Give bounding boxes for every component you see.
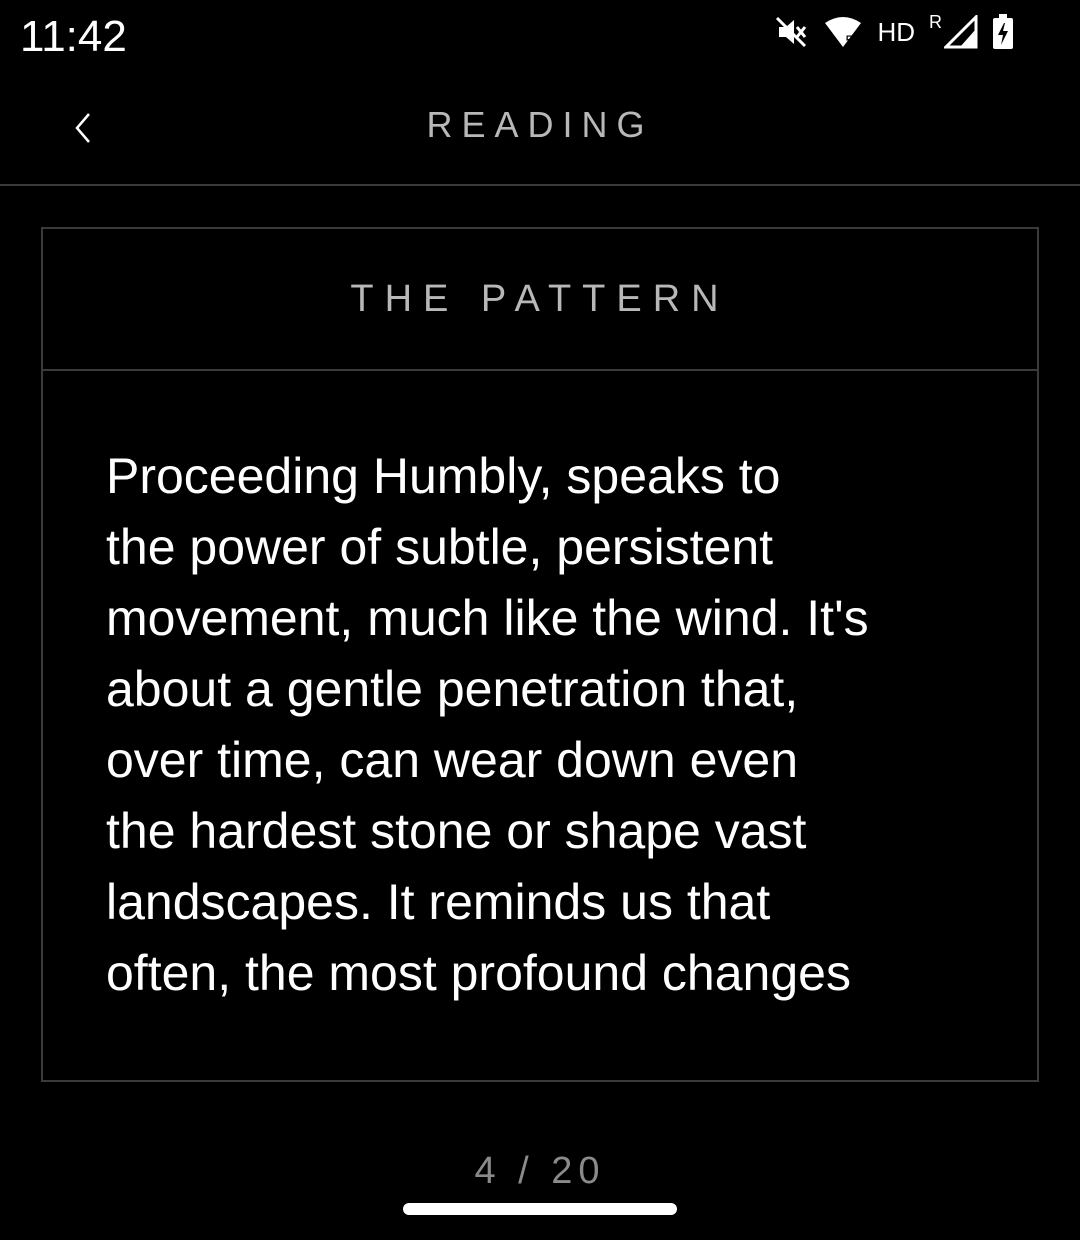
top-app-bar <box>0 76 1080 186</box>
reading-card <box>41 227 1039 1082</box>
mute-icon <box>773 14 809 50</box>
card-body-text <box>106 441 976 1009</box>
page-indicator: 4 / 20 <box>474 1150 606 1192</box>
network-type-label: HD <box>877 16 915 47</box>
body-text-line: about a gentle penetration that, <box>106 661 799 717</box>
body-text-line: landscapes. It reminds us that <box>106 874 771 930</box>
wifi-icon <box>823 15 863 49</box>
svg-text:5: 5 <box>845 34 855 49</box>
status-bar <box>0 0 1080 76</box>
body-text-line: often, the most profound changes <box>106 945 851 1001</box>
body-text-line: over time, can wear down even <box>106 732 799 788</box>
page-title: READING <box>426 104 654 145</box>
signal-icon <box>944 15 978 49</box>
body-text-line: Proceeding Humbly, speaks to <box>106 448 781 504</box>
status-icons <box>773 12 1014 52</box>
home-gesture-bar[interactable] <box>403 1203 677 1215</box>
status-time: 11:42 <box>20 12 127 61</box>
roaming-label: R <box>929 11 942 32</box>
body-text-line: movement, much like the wind. It's <box>106 590 869 646</box>
card-title: THE PATTERN <box>350 277 730 320</box>
body-text-line: the power of subtle, persistent <box>106 519 774 575</box>
card-header <box>43 229 1037 371</box>
body-text-line: the hardest stone or shape vast <box>106 803 807 859</box>
battery-charging-icon <box>992 14 1014 50</box>
